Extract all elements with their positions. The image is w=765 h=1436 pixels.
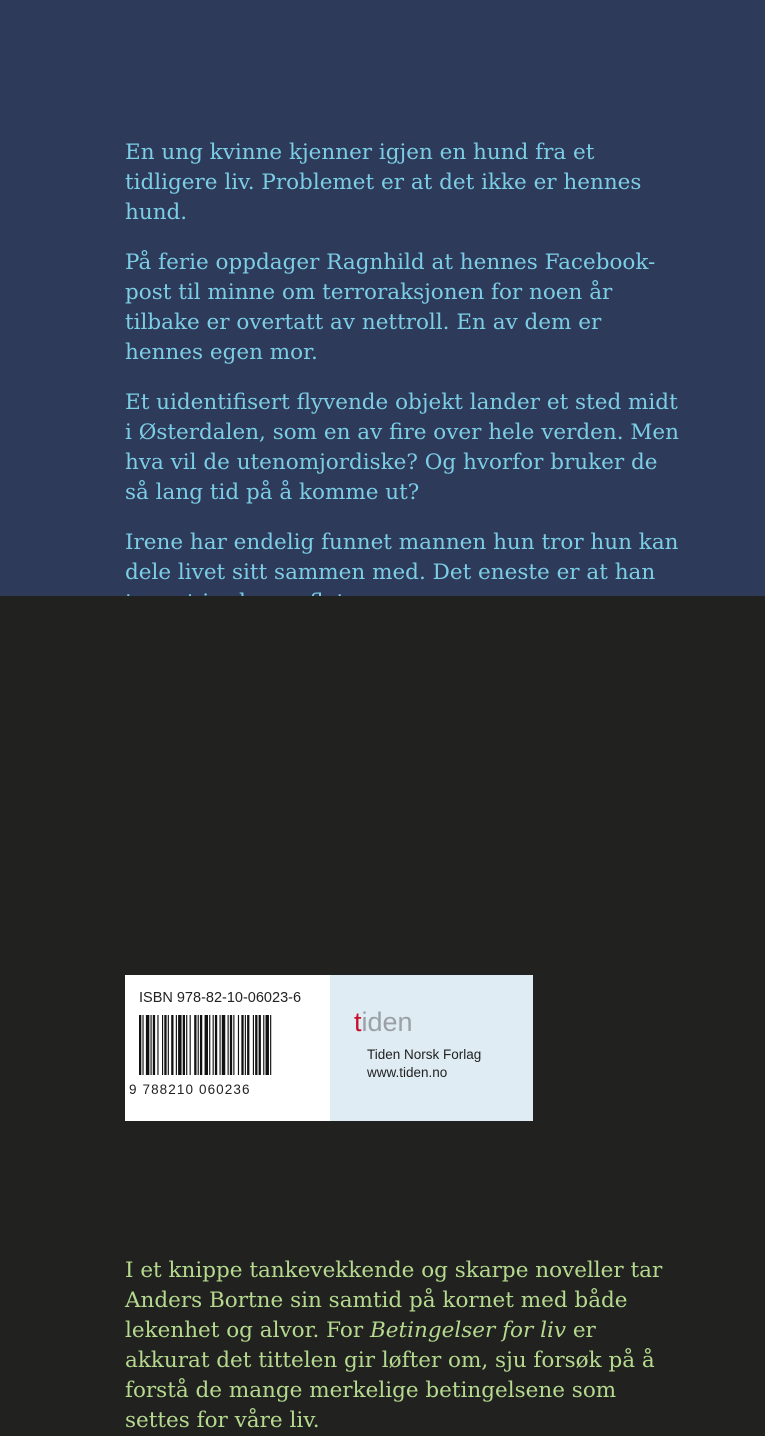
barcode-bar	[183, 1015, 185, 1075]
synopsis-paragraph-1: En ung kvinne kjenner igjen en hund fra et tidligere liv. Problemet er at det ikke er hennes hund.	[125, 140, 642, 225]
barcode-bar	[142, 1015, 143, 1075]
pitch-text-end: er akkurat det tittelen gir løfter om, sju forsøk på å forstå de mange merkelige betingelsene som settes for våre liv.	[125, 1318, 655, 1433]
publisher-name: Tiden Norsk Forlag	[367, 1047, 482, 1062]
barcode-bar	[209, 1015, 210, 1075]
publisher-logo	[354, 1007, 413, 1037]
barcode-panel	[125, 975, 329, 1121]
barcode-bar	[168, 1015, 169, 1075]
barcode-bar	[151, 1015, 152, 1075]
synopsis-paragraph-3: Et uidentifisert flyvende objekt lander et sted midt i Østerdalen, som en av fire over hele verden. Men hva vil de utenomjordiske? Og hvorfor bruker de så lang tid på å komme ut?	[125, 390, 679, 505]
barcode-bar	[164, 1015, 166, 1075]
barcode-bar	[146, 1015, 149, 1075]
barcode-bar	[245, 1015, 246, 1075]
barcode-bar	[233, 1015, 234, 1075]
barcode-bar	[247, 1015, 249, 1075]
barcode-bar	[190, 1015, 191, 1075]
barcode-bar	[241, 1015, 243, 1075]
publisher-url: www.tiden.no	[367, 1065, 448, 1080]
back-cover-top-panel	[0, 0, 765, 596]
barcode-bar	[253, 1015, 254, 1075]
barcode-bar	[222, 1015, 225, 1075]
barcode-bar	[238, 1015, 239, 1075]
barcode-bar	[176, 1015, 177, 1075]
pitch-block	[125, 1256, 685, 1436]
barcode-bar	[215, 1015, 217, 1075]
isbn-label: ISBN 978-82-10-06023-6	[139, 990, 302, 1006]
pitch-paragraph	[125, 1256, 685, 1436]
pitch-text-start: I et knippe tankevekkende og skarpe noveller tar Anders Bortne sin samtid på kornet med både lekenhet og alvor. For	[125, 1258, 663, 1343]
barcode-bar	[263, 1015, 264, 1075]
barcode-bar	[162, 1015, 163, 1075]
barcode-bar	[186, 1015, 187, 1075]
barcode-bar	[171, 1015, 173, 1075]
barcode-box	[125, 975, 533, 1121]
publisher-info	[367, 1046, 481, 1082]
barcode-bar	[205, 1015, 208, 1075]
barcode-bar	[266, 1015, 269, 1075]
barcode-bar	[198, 1015, 199, 1075]
barcode-bar	[213, 1015, 214, 1075]
logo-rest: iden	[361, 1007, 413, 1037]
barcode-bar	[194, 1015, 196, 1075]
book-title-italic: Betingelser for liv	[369, 1318, 566, 1343]
barcode-bar	[270, 1015, 271, 1075]
barcode-bar	[178, 1015, 181, 1075]
logo-t: t	[354, 1007, 362, 1037]
barcode-icon	[139, 1015, 315, 1075]
barcode-bar	[200, 1015, 202, 1075]
synopsis-block	[125, 138, 685, 638]
barcode-digits: 9 788210 060236	[129, 1082, 251, 1097]
barcode-bar	[230, 1015, 232, 1075]
publisher-panel	[330, 975, 533, 1121]
barcode-bar	[220, 1015, 221, 1075]
synopsis-paragraph-4: Irene har endelig funnet mannen hun tror hun kan dele livet sitt sammen med. Det eneste er at han	[125, 530, 679, 585]
barcode-bar	[139, 1015, 141, 1075]
barcode-bar	[255, 1015, 257, 1075]
barcode-bar	[157, 1015, 158, 1075]
barcode-bar	[259, 1015, 261, 1075]
barcode-bar	[153, 1015, 155, 1075]
barcode-bar	[228, 1015, 229, 1075]
synopsis-paragraph-2: På ferie oppdager Ragnhild at hennes Facebook-post til minne om terroraksjonen for noen år tilbake er overtatt av nettroll. En av dem er hennes egen mor.	[125, 250, 656, 365]
